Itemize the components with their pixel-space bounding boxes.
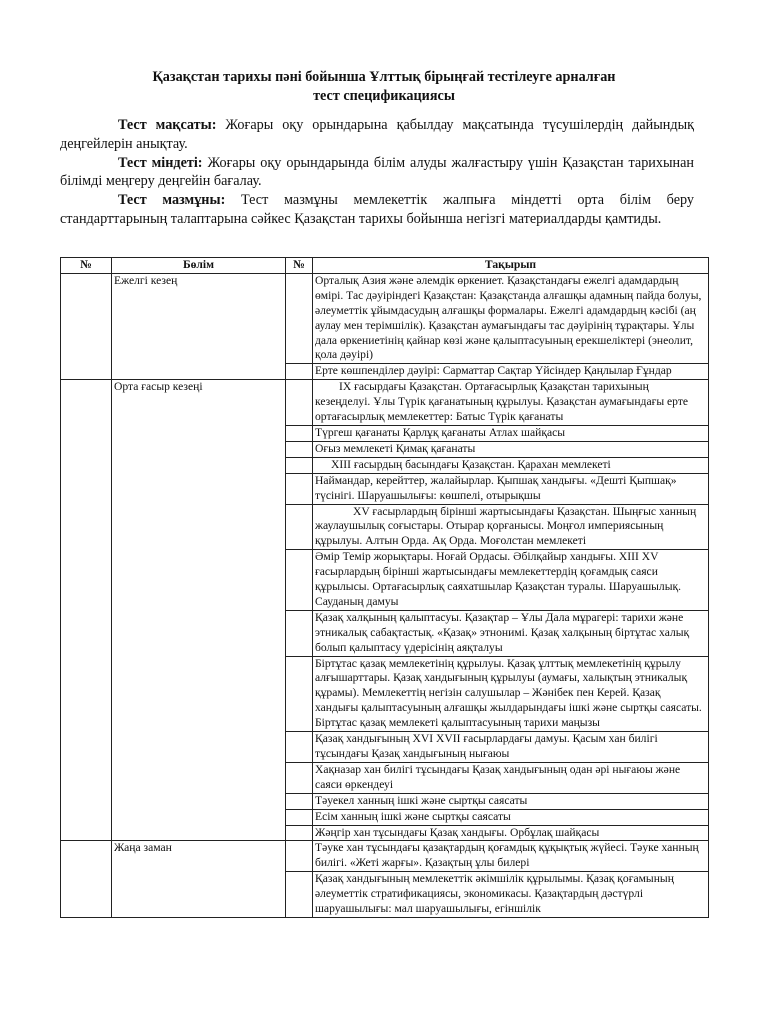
specification-table bbox=[60, 257, 709, 918]
topic-cell: Түргеш қағанаты Қарлұқ қағанаты Атлах шайқасы bbox=[313, 425, 709, 441]
section-name: Жаңа заман bbox=[112, 841, 286, 918]
topic-cell: Тәуекел ханның ішкі және сыртқы саясаты bbox=[313, 793, 709, 809]
section-name: Орта ғасыр кезеңі bbox=[112, 380, 286, 841]
topic-number-cell bbox=[286, 841, 313, 872]
topic-cell: Біртұтас қазақ мемлекетінің құрылуы. Қазақ ұлттық мемлекетінің құрылу алғышарттары. Қазақ хандығының құрылуы (аумағы, халықтың этникалық құрамы). Мемлекеттің негізін салушылар – Жәнібек пен Керей. Қазақ хандығы қалыптасуының алғашқы жылдарындағы ішкі және сыртқы саясаты. Біртұтас қазақ мемлекеті қалыптасуының тарихи маңызы bbox=[313, 656, 709, 732]
test-content-paragraph bbox=[60, 191, 694, 229]
intro-block bbox=[60, 116, 694, 229]
topic-cell: Орталық Азия және әлемдік өркениет. Қазақстандағы ежелгі адамдардың өмірі. Тас дәуіріндегі Қазақстан: Қазақстанда алғашқы адамның пайда болуы, әлеуметтік ұйымдасудың алғашқы формалары. Ежелгі адамдардың кәсібі (аң аулау мен терімшілік). Қазақстан аумағындағы тас дәуірінің тұрақтары. Ұлы дала өркениетінің қайнар көзі және қалыптасуының ерекшеліктері (энеолит, қола дәуірі) bbox=[313, 273, 709, 363]
topic-cell: Қазақ хандығының XVI XVII ғасырлардағы дамуы. Қасым хан билігі тұсындағы Қазақ хандығының нығаюы bbox=[313, 732, 709, 763]
topic-cell: Хақназар хан билігі тұсындағы Қазақ хандығының одан әрі нығаюы және саяси өркендеуі bbox=[313, 762, 709, 793]
header-topic: Тақырып bbox=[313, 258, 709, 274]
topic-cell: XIII ғасырдың басындағы Қазақстан. Қарахан мемлекеті bbox=[313, 457, 709, 473]
header-number-2: № bbox=[286, 258, 313, 274]
topic-cell: IX ғасырдағы Қазақстан. Ортағасырлық Қазақстан тарихының кезеңделуі. Ұлы Түрік қағанатының құрылуы. Қазақстан аумағындағы ерте ортағасырлық мемлекеттер: Батыс Түрік қағанаты bbox=[313, 380, 709, 426]
section-number-cell bbox=[61, 273, 112, 379]
test-goal-label: Тест мақсаты: bbox=[118, 117, 217, 133]
table-row bbox=[61, 273, 709, 363]
topic-cell: Наймандар, керейттер, жалайырлар. Қыпшақ хандығы. «Дешті Қыпшақ» түсінігі. Шаруашылығы: көшпелі, отырықшы bbox=[313, 473, 709, 504]
topic-number-cell bbox=[286, 473, 313, 504]
title-line-1: Қазақстан тарихы пәні бойынша Ұлттық бірыңғай тестілеуге арналған bbox=[152, 69, 616, 85]
topic-number-cell bbox=[286, 872, 313, 918]
topic-number-cell bbox=[286, 441, 313, 457]
topic-cell: Тәуке хан тұсындағы қазақтардың қоғамдық құқықтық жүйесі. Тәуке ханның билігі. «Жеті жарғы». Қазақтың ұлы билері bbox=[313, 841, 709, 872]
topic-cell: Есім ханның ішкі және сыртқы саясаты bbox=[313, 809, 709, 825]
topic-number-cell bbox=[286, 425, 313, 441]
test-content-text: Тест мазмұны мемлекеттік жалпыға міндетті орта білім беру стандарттарының талаптарына сәйкес Қазақстан тарихы бойынша негізгі материалдарды қамтиды. bbox=[60, 192, 694, 227]
topic-cell: XV ғасырлардың бірінші жартысындағы Қазақстан. Шыңғыс ханның жаулаушылық соғыстары. Отырар қорғанысы. Моңғол империясының құрылуы. Алтын Орда. Ақ Орда. Моғолстан мемлекеті bbox=[313, 504, 709, 550]
topic-number-cell bbox=[286, 364, 313, 380]
topic-number-cell bbox=[286, 793, 313, 809]
table-row bbox=[61, 841, 709, 872]
topic-number-cell bbox=[286, 457, 313, 473]
test-task-text: Жоғары оқу орындарында білім алуды жалғастыру үшін Қазақстан тарихынан білімді меңгеру деңгейін бағалау. bbox=[60, 154, 694, 190]
section-number-cell bbox=[61, 380, 112, 841]
topic-cell: Оғыз мемлекеті Қимақ қағанаты bbox=[313, 441, 709, 457]
topic-number-cell bbox=[286, 273, 313, 363]
test-goal-paragraph bbox=[60, 116, 694, 154]
topic-cell: Ерте көшпенділер дәуірі: Сарматтар Сақтар Үйсіндер Қаңлылар Ғұндар bbox=[313, 364, 709, 380]
topic-number-cell bbox=[286, 732, 313, 763]
title-line-2: тест спецификациясы bbox=[313, 88, 455, 104]
topic-number-cell bbox=[286, 610, 313, 656]
test-task-label: Тест міндеті: bbox=[118, 154, 203, 171]
topic-number-cell bbox=[286, 762, 313, 793]
topic-cell: Қазақ хандығының мемлекеттік әкімшілік құрылымы. Қазақ қоғамының әлеуметтік стратификациясы, экономикасы. Қазақтардың дәстүрлі шаруашылығы: мал шаруашылығы, егіншілік bbox=[313, 872, 709, 918]
topic-cell: Қазақ халқының қалыптасуы. Қазақтар – Ұлы Дала мұрагері: тарихи және этникалық сабақтастық. «Қазақ» этнонимі. Қазақ халқының біртұтас халық болып қалыптасу үдерісінің аяқталуы bbox=[313, 610, 709, 656]
topic-number-cell bbox=[286, 656, 313, 732]
header-section: Бөлім bbox=[112, 258, 286, 274]
topic-number-cell bbox=[286, 380, 313, 426]
topic-cell: Әмір Темір жорықтары. Ноғай Ордасы. Әбілқайыр хандығы. XIII XV ғасырлардың бірінші жартысындағы мемлекеттердің қоғамдық саяси құрылысы. Ортағасырлық саяхатшылар Қазақстан туралы. Шаруашылық. Сауданың дамуы bbox=[313, 550, 709, 611]
test-content-label: Тест мазмұны: bbox=[118, 192, 226, 209]
table-row bbox=[61, 380, 709, 426]
topic-number-cell bbox=[286, 550, 313, 611]
test-goal-text: Жоғары оқу орындарына қабылдау мақсатында түсушілердің дайындық деңгейлерін анықтау. bbox=[60, 117, 694, 152]
section-name: Ежелгі кезең bbox=[112, 273, 286, 379]
topic-number-cell bbox=[286, 809, 313, 825]
topic-cell: Жәңгір хан тұсындағы Қазақ хандығы. Орбұлақ шайқасы bbox=[313, 825, 709, 841]
table-header-row bbox=[61, 258, 709, 274]
document-title bbox=[60, 68, 708, 106]
header-number-1: № bbox=[61, 258, 112, 274]
section-number-cell bbox=[61, 841, 112, 918]
test-task-paragraph bbox=[60, 154, 694, 192]
topic-number-cell bbox=[286, 504, 313, 550]
topic-number-cell bbox=[286, 825, 313, 841]
